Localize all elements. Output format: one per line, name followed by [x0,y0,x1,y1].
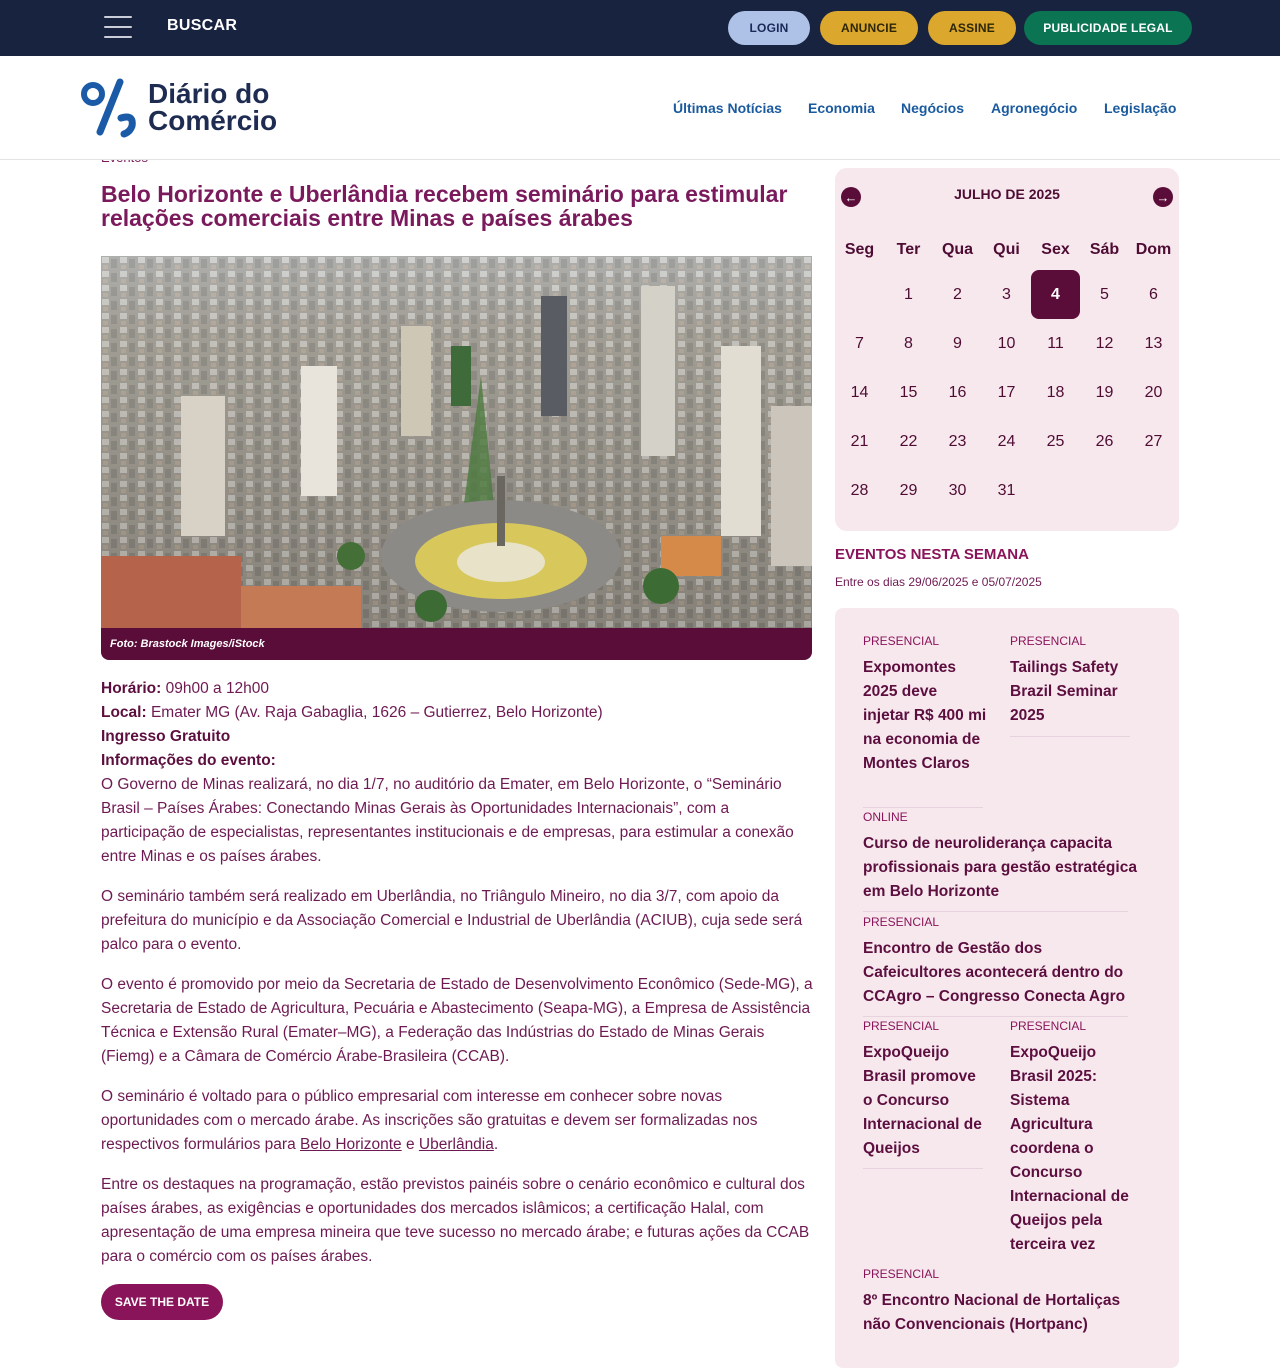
event-item[interactable] [1010,634,1134,728]
calendar-day[interactable]: 2 [953,285,962,303]
site-header [0,56,1280,160]
search-button[interactable]: BUSCAR [167,17,238,34]
event-item[interactable] [863,1267,1143,1337]
article-photo [101,256,812,628]
events-week-title: EVENTOS NESTA SEMANA [835,546,1029,563]
event-item[interactable] [863,915,1143,1009]
paragraph-1: O Governo de Minas realizará, no dia 1/7, no auditório da Emater, em Belo Horizonte, o “Seminário Brasil – Países Árabes: Conectando Minas Gerais às Oportunidades Internacionais”, com a participação de especialistas, representantes institucionais e de empresas, para estimular a conexão entre Minas e os países árabes. [101,776,794,865]
save-the-date-button[interactable]: SAVE THE DATE [101,1284,223,1320]
calendar-day[interactable]: 22 [899,432,918,450]
event-name: 8º Encontro Nacional de Hortaliças não Convencionais (Hortpanc) [863,1292,1121,1333]
logo-line-2: Comércio [148,105,278,136]
divider [863,1168,983,1169]
event-name: ExpoQueijo Brasil promove o Concurso Internacional de Queijos [863,1044,982,1157]
event-name: ExpoQueijo Brasil 2025: Sistema Agricultura coordena o Concurso Internacional de Queijos pela terceira vez [1010,1044,1129,1253]
event-name: Tailings Safety Brazil Seminar 2025 [1010,659,1119,724]
legal-ads-button[interactable]: PUBLICIDADE LEGAL [1024,11,1192,45]
calendar-day[interactable]: 25 [1046,432,1065,450]
logo-line-1: Diário do [148,78,270,109]
calendar-day[interactable]: 6 [1149,285,1158,303]
event-info-label: Informações do evento: [101,752,276,769]
divider [1010,736,1130,737]
paragraph-3: O evento é promovido por meio da Secretaria de Estado de Desenvolvimento Econômico (Sede-MG), a Secretaria de Estado de Agricultura, Pecuária e Abastecimento (Seapa-MG), a Empresa de Assistência Técnica e Extensão Rural (Emater–MG), a Federação das Indústrias do Estado de Minas Gerais (Fiemg) e a Câmara de Comércio Árabe-Brasileira (CCAB). [101,976,813,1065]
calendar-day[interactable]: 23 [948,432,967,450]
events-week-list [835,608,1179,1368]
events-week-subtitle: Entre os dias 29/06/2025 e 05/07/2025 [835,575,1042,589]
event-tag: PRESENCIAL [1010,634,1087,648]
calendar-day[interactable]: 7 [855,334,864,352]
event-item[interactable] [863,1019,987,1161]
nav-economia[interactable]: Economia [808,100,875,116]
weekday-header: Seg [844,241,875,258]
weekday-header: Ter [896,241,921,258]
photo-credit: Foto: Brastock Images/iStock [101,628,812,660]
event-item[interactable] [863,810,1143,904]
event-item[interactable] [863,634,987,776]
nav-legislacao[interactable]: Legislação [1104,100,1177,116]
link-belo-horizonte[interactable]: Belo Horizonte [300,1136,402,1153]
menu-icon[interactable] [104,16,132,40]
article-body [101,677,813,1285]
event-tag: ONLINE [863,810,908,824]
calendar-day[interactable]: 27 [1144,432,1163,450]
event-name: Curso de neuroliderança capacita profissionais para gestão estratégica em Belo Horizonte [863,835,1137,900]
nav-negocios[interactable]: Negócios [901,100,965,116]
paragraph-2: O seminário também será realizado em Uberlândia, no Triângulo Mineiro, no dia 3/7, com apoio da prefeitura do município e da Associação Comercial e Industrial de Uberlândia (ACIUB), cuja sede será palco para o evento. [101,888,803,953]
weekday-header: Qua [941,241,974,258]
login-button[interactable]: LOGIN [728,11,810,45]
free-entry-label: Ingresso Gratuito [101,728,231,745]
calendar-day[interactable]: 30 [948,481,967,499]
nav-agronegocio[interactable]: Agronegócio [991,100,1078,116]
calendar-day-today[interactable]: 4 [1031,270,1080,319]
site-logo[interactable] [80,78,300,138]
paragraph-5: Entre os destaques na programação, estão previstos painéis sobre o cenário econômico e cultural dos países árabes, as exigências e oportunidades dos mercados islâmicos; a certificação Halal, com apresentação de uma empresa mineira que teve sucesso no mercado árabe; e futuras ações da CCAB para o comércio com os países árabes. [101,1176,810,1265]
paragraph-4-text: O seminário é voltado para o público empresarial com interesse em conhecer sobre novas oportunidades com o mercado árabe. As inscrições são gratuitas e devem ser formalizadas nos respectivos formulários para [101,1088,758,1153]
calendar-day[interactable]: 10 [997,334,1016,352]
event-tag: PRESENCIAL [863,634,940,648]
calendar-day[interactable]: 5 [1100,285,1109,303]
next-month-icon[interactable]: → [1153,187,1173,207]
event-tag: PRESENCIAL [1010,1019,1087,1033]
calendar-day[interactable]: 31 [997,481,1016,499]
calendar-day[interactable]: 24 [997,432,1016,450]
calendar-day[interactable]: 12 [1095,334,1114,352]
calendar-day[interactable]: 16 [948,383,967,401]
advertise-button[interactable]: ANUNCIE [820,11,918,45]
calendar-day[interactable]: 14 [850,383,869,401]
calendar-day[interactable]: 18 [1046,383,1065,401]
place-value: Emater MG (Av. Raja Gabaglia, 1626 – Gutierrez, Belo Horizonte) [146,704,603,721]
calendar-day[interactable]: 15 [899,383,918,401]
divider [863,911,1128,912]
weekday-header: Dom [1135,241,1172,258]
calendar-day[interactable]: 13 [1144,334,1163,352]
calendar-day[interactable]: 20 [1144,383,1163,401]
weekday-header: Qui [993,241,1020,258]
event-tag: PRESENCIAL [863,1267,940,1281]
event-name: Expomontes 2025 deve injetar R$ 400 mi na economia de Montes Claros [863,659,987,772]
calendar-day[interactable]: 17 [997,383,1016,401]
event-name: Encontro de Gestão dos Cafeicultores acontecerá dentro do CCAgro – Congresso Conecta Agro [863,940,1126,1005]
logo-mark-icon [80,78,140,138]
event-tag: PRESENCIAL [863,1019,940,1033]
calendar-day[interactable]: 11 [1047,334,1064,352]
link-uberlandia[interactable]: Uberlândia [418,1136,494,1153]
paragraph-4-end: . [493,1136,499,1153]
event-item[interactable] [1010,1019,1134,1257]
weekday-header: Sáb [1089,241,1120,258]
event-calendar [835,168,1179,531]
article-title: Belo Horizonte e Uberlândia recebem seminário para estimular relações comerciais entre Minas e países árabes [101,181,788,231]
weekday-header: Sex [1041,241,1070,258]
calendar-day[interactable]: 1 [904,285,913,303]
divider [863,807,983,808]
calendar-day[interactable]: 26 [1095,432,1114,450]
calendar-day[interactable]: 21 [850,432,869,450]
paragraph-4 [101,1085,813,1157]
calendar-day[interactable]: 19 [1095,383,1114,401]
calendar-day[interactable]: 8 [904,334,913,352]
calendar-day[interactable]: 29 [899,481,918,499]
subscribe-button[interactable]: ASSINE [928,11,1016,45]
time-value: 09h00 a 12h00 [161,680,270,697]
paragraph-4-conjunction: e [401,1136,419,1153]
calendar-month-label: JULHO DE 2025 [954,186,1060,202]
place-label: Local: [101,704,147,721]
time-label: Horário: [101,680,162,697]
nav-ultimas-noticias[interactable]: Últimas Notícias [673,100,782,116]
calendar-day[interactable]: 3 [1002,285,1011,303]
divider [863,1016,1128,1017]
calendar-day[interactable]: 9 [953,334,962,352]
top-bar [0,0,1280,56]
calendar-day[interactable]: 28 [850,481,869,499]
prev-month-icon[interactable]: ← [841,187,861,207]
event-tag: PRESENCIAL [863,915,940,929]
